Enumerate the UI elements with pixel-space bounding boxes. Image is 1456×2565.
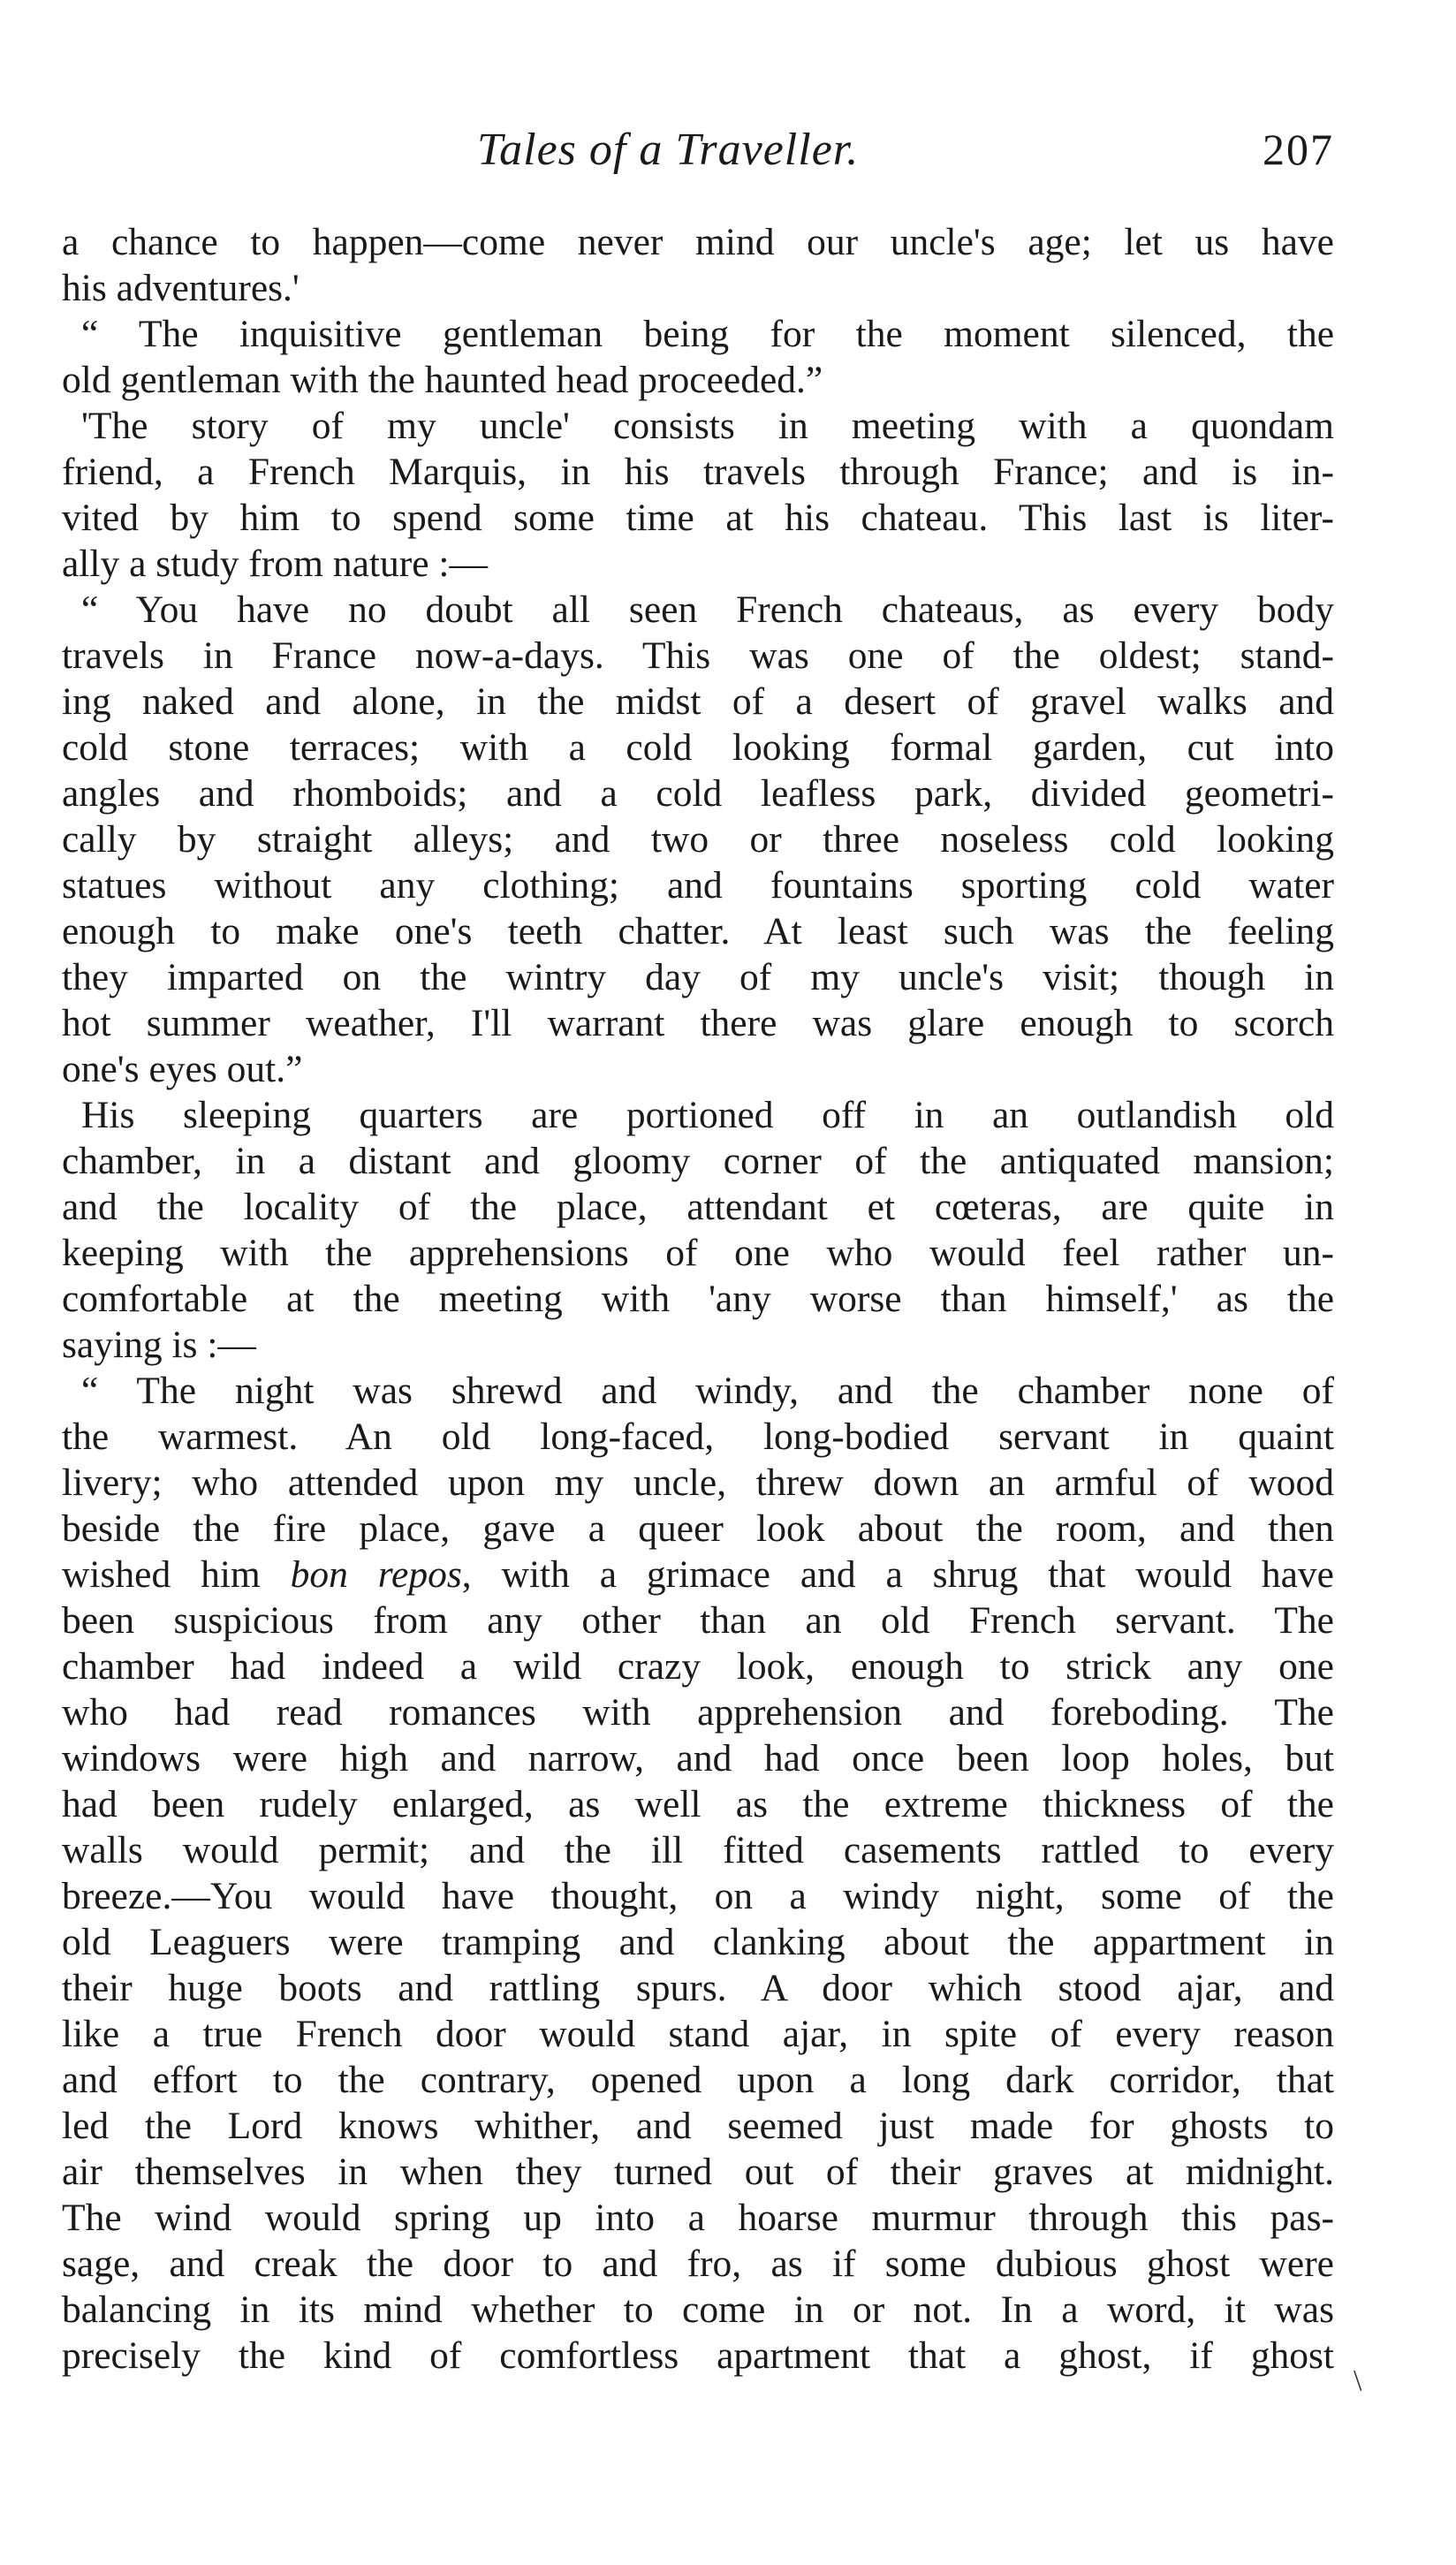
text-line: travels in France now-a-days. This was one of the oldest; stand- — [62, 634, 1334, 677]
text-line: had been rudely enlarged, as well as the extreme thickness of the — [62, 1783, 1334, 1825]
text-line: and the locality of the place, attendant et cœteras, are quite in — [62, 1186, 1334, 1228]
text-line: His sleeping quarters are portioned off in an outlandish old — [81, 1094, 1334, 1136]
text-line: keeping with the apprehensions of one who would feel rather un- — [62, 1232, 1334, 1274]
page-number: 207 — [1263, 125, 1334, 174]
text-line: The wind would spring up into a hoarse murmur through this pas- — [62, 2197, 1334, 2239]
margin-mark: \ — [1354, 2364, 1362, 2397]
text-line: breeze.—You would have thought, on a windy night, some of the — [62, 1875, 1334, 1917]
text-line: they imparted on the wintry day of my uncle's visit; though in — [62, 956, 1334, 998]
text-line: “ You have no doubt all seen French chateaus, as every body — [81, 588, 1334, 631]
text-line: cally by straight alleys; and two or three noseless cold looking — [62, 818, 1334, 861]
text-line: walls would permit; and the ill fitted casements rattled to every — [62, 1829, 1334, 1871]
text-line: been suspicious from any other than an old French servant. The — [62, 1599, 1334, 1642]
text-line: chamber had indeed a wild crazy look, enough to strick any one — [62, 1645, 1334, 1688]
text-line: who had read romances with apprehension and foreboding. The — [62, 1691, 1334, 1734]
text-line: ally a study from nature :— — [62, 543, 489, 585]
text-line: air themselves in when they turned out of their graves at midnight. — [62, 2151, 1334, 2193]
text-line-segment: wished him — [62, 1553, 291, 1596]
text-line: like a true French door would stand ajar, in spite of every reason — [62, 2013, 1334, 2055]
text-line: saying is :— — [62, 1324, 256, 1366]
text-line-segment: , with a grimace and a shrug that would have — [461, 1553, 1334, 1596]
text-line: old Leaguers were tramping and clanking about the appartment in — [62, 1921, 1334, 1963]
text-line: old gentleman with the haunted head proceeded.” — [62, 359, 823, 401]
text-line: and effort to the contrary, opened upon a long dark corridor, that — [62, 2059, 1334, 2101]
text-line: 'The story of my uncle' consists in meeting with a quondam — [81, 405, 1334, 447]
text-line: “ The inquisitive gentleman being for the moment silenced, the — [81, 313, 1334, 355]
text-line: comfortable at the meeting with 'any worse than himself,' as the — [62, 1278, 1334, 1320]
text-line: one's eyes out.” — [62, 1048, 303, 1090]
text-line: ing naked and alone, in the midst of a desert of gravel walks and — [62, 680, 1334, 723]
text-line: led the Lord knows whither, and seemed just made for ghosts to — [62, 2105, 1334, 2147]
text-line: his adventures.' — [62, 267, 300, 309]
text-line: their huge boots and rattling spurs. A door which stood ajar, and — [62, 1967, 1334, 2009]
text-line: “ The night was shrewd and windy, and the chamber none of — [81, 1370, 1334, 1412]
italic-phrase: bon repos — [290, 1553, 462, 1596]
text-line: chamber, in a distant and gloomy corner of the antiquated mansion; — [62, 1140, 1334, 1182]
text-line: the warmest. An old long-faced, long-bodied servant in quaint — [62, 1415, 1334, 1458]
text-line: statues without any clothing; and fountains sporting cold water — [62, 864, 1334, 907]
text-line: a chance to happen—come never mind our uncle's age; let us have — [62, 221, 1334, 263]
body-text — [62, 219, 1334, 2379]
text-line: enough to make one's teeth chatter. At least such was the feeling — [62, 910, 1334, 952]
text-line: livery; who attended upon my uncle, threw down an armful of wood — [62, 1461, 1334, 1504]
text-line — [62, 1552, 1334, 1597]
text-line: beside the fire place, gave a queer look about the room, and then — [62, 1507, 1334, 1550]
text-line: sage, and creak the door to and fro, as if some dubious ghost were — [62, 2242, 1334, 2285]
running-title: Tales of a Traveller. — [477, 125, 860, 175]
text-line: vited by him to spend some time at his chateau. This last is liter- — [62, 497, 1334, 539]
text-line: friend, a French Marquis, in his travels through France; and is in- — [62, 451, 1334, 493]
text-line: windows were high and narrow, and had once been loop holes, but — [62, 1737, 1334, 1780]
text-line: precisely the kind of comfortless apartment that a ghost, if ghost — [62, 2334, 1334, 2377]
text-line: cold stone terraces; with a cold looking formal garden, cut into — [62, 726, 1334, 769]
running-head — [62, 124, 1334, 186]
text-line: balancing in its mind whether to come in or not. In a word, it was — [62, 2288, 1334, 2331]
text-line: angles and rhomboids; and a cold leafless park, divided geometri- — [62, 772, 1334, 815]
text-line: hot summer weather, I'll warrant there was glare enough to scorch — [62, 1002, 1334, 1044]
